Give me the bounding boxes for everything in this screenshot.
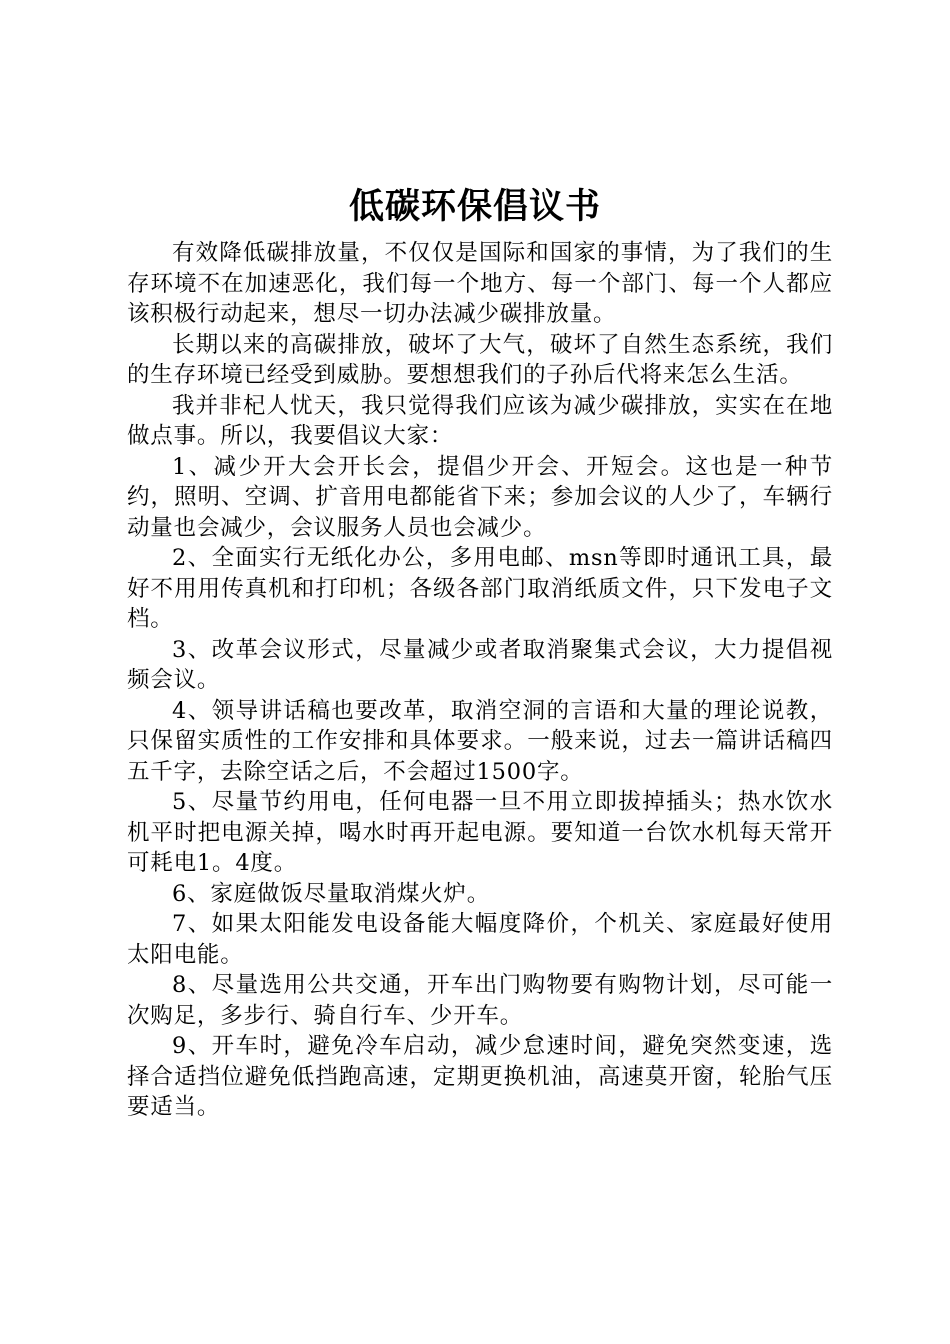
paragraph-intro: 有效降低碳排放量，不仅仅是国际和国家的事情，为了我们的生存环境不在加速恶化，我们每一个地方、每一个部门、每一个人都应该积极行动起来，想尽一切办法减少碳排放量。	[127, 240, 833, 327]
list-item-5: 5、尽量节约用电，任何电器一旦不用立即拔掉插头；热水饮水机平时把电源关掉，喝水时再开起电源。要知道一台饮水机每天常开可耗电1。4度。	[127, 789, 833, 876]
paragraph-background: 长期以来的高碳排放，破坏了大气，破坏了自然生态系统，我们的生存环境已经受到威胁。要想想我们的子孙后代将来怎么生活。	[127, 331, 833, 388]
list-item-2: 2、全面实行无纸化办公，多用电邮、msn等即时通讯工具，最好不用用传真机和打印机；各级各部门取消纸质文件，只下发电子文档。	[127, 545, 833, 632]
paragraph-call-to-action: 我并非杞人忧天，我只觉得我们应该为减少碳排放，实实在在地做点事。所以，我要倡议大家：	[127, 392, 833, 449]
list-item-4: 4、领导讲话稿也要改革，取消空洞的言语和大量的理论说教，只保留实质性的工作安排和具体要求。一般来说，过去一篇讲话稿四五千字，去除空话之后，不会超过1500字。	[127, 697, 833, 785]
list-item-3: 3、改革会议形式，尽量减少或者取消聚集式会议，大力提倡视频会议。	[127, 636, 833, 693]
document-body	[127, 238, 833, 1123]
document-title: 低碳环保倡议书	[348, 187, 601, 227]
list-item-6: 6、家庭做饭尽量取消煤火炉。	[172, 880, 491, 907]
list-item-1: 1、减少开大会开长会，提倡少开会、开短会。这也是一种节约，照明、空调、扩音用电都能省下来；参加会议的人少了，车辆行动量也会减少，会议服务人员也会减少。	[127, 453, 833, 541]
list-item-7: 7、如果太阳能发电设备能大幅度降价，个机关、家庭最好使用太阳电能。	[127, 911, 833, 968]
list-item-9: 9、开车时，避免冷车启动，减少怠速时间，避免突然变速，选择合适挡位避免低挡跑高速，定期更换机油，高速莫开窗，轮胎气压要适当。	[127, 1033, 833, 1120]
list-item-8: 8、尽量选用公共交通，开车出门购物要有购物计划，尽可能一次购足，多步行、骑自行车、少开车。	[127, 972, 833, 1029]
